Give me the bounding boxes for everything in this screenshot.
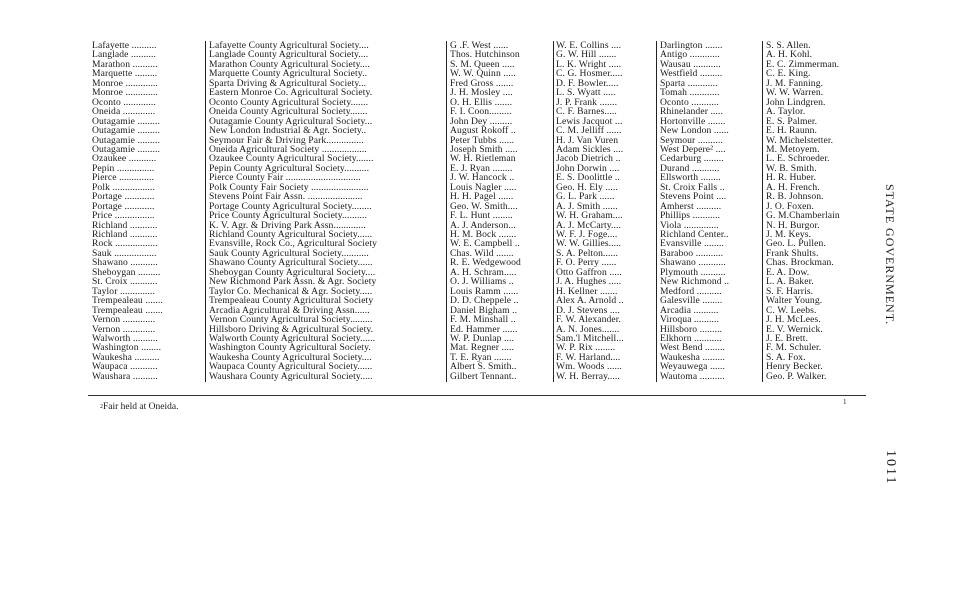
president-cell: J. H. Mosley .... — [450, 88, 513, 99]
secretary-cell: A. N. Jones....... — [556, 324, 620, 335]
treasurer-cell: John Lindgren. — [766, 97, 826, 108]
secretary-cell: H. J. Van Vuren — [556, 135, 619, 146]
secretary-cell: Adam Sickles .... — [556, 144, 624, 155]
treasurer-cell: Chas. Brockman. — [766, 258, 834, 269]
president-cell: H. M. Bock ....... — [450, 230, 517, 240]
fair-location-cell: Seymour .......... — [660, 135, 723, 146]
society-name-cell: Evansville, Rock Co., Agricultural Society — [209, 239, 378, 250]
treasurer-cell: E. V. Wernick. — [766, 324, 823, 335]
society-name-cell: Pepin County Agricultural Society.......... — [209, 163, 370, 174]
society-name-cell: Price County Agricultural Society.......... — [209, 211, 367, 222]
society-name-cell: Waupaca County Agricultural Society...... — [209, 362, 373, 373]
county-cell: Outagamie ......... — [92, 144, 160, 155]
county-cell: Vernon ............. — [92, 324, 156, 335]
society-name-cell: Oneida Agricultural Society .................. — [209, 144, 367, 155]
president-cell: John Dey ......... — [450, 116, 513, 127]
secretary-cell: Wm. Woods ...... — [556, 362, 622, 373]
secretary-cell: J. A. Hughes ..... — [556, 277, 622, 288]
secretary-cell: F. W. Alexander. — [556, 315, 622, 326]
treasurer-cell: N. H. Burgor. — [766, 220, 820, 231]
treasurer-cell: Frank Shults. — [766, 248, 819, 259]
treasurer-cell: C. W. Leebs. — [766, 305, 817, 316]
county-cell: Portage ............ — [92, 201, 155, 212]
treasurer-cell: S. A. Fox. — [766, 352, 806, 363]
treasurer-cell: E. H. Raunn. — [766, 126, 818, 137]
county-cell: Outagamie ......... — [92, 116, 160, 127]
president-cell: F. L. Hunt ........ — [450, 211, 513, 222]
treasurer-cell: C. E. King. — [766, 69, 811, 80]
running-head: STATE GOVERNMENT. — [883, 184, 897, 326]
treasurer-cell: J. M. Keys. — [766, 230, 812, 240]
society-name-cell: Shawano County Agricultural Society...... — [209, 258, 373, 269]
secretary-cell: L. S. Wyatt ..... — [556, 88, 616, 99]
fair-location-cell: New Richmond .. — [660, 277, 730, 288]
treasurer-cell: F. M. Schuler. — [766, 343, 822, 354]
fair-location-cell: Durand ........... — [660, 163, 720, 174]
treasurer-cell: W. Michelstetter. — [766, 135, 834, 146]
county-cell: Pierce .............. — [92, 173, 155, 184]
fair-location-cell: Oconto ........... — [660, 97, 719, 108]
president-cell: W. P. Dunlap .... — [450, 333, 514, 344]
secretary-cell: Lewis Jacquot ... — [556, 116, 623, 127]
president-cell: Louis Ramm ...... — [450, 286, 519, 297]
secretary-cell: W. E. Collins .... — [556, 41, 622, 51]
fair-location-cell: Westfield ......... — [660, 69, 723, 80]
president-cell: D. D. Cheppele .. — [450, 296, 519, 307]
president-cell: August Rokoff .. — [450, 126, 516, 137]
society-name-cell: Sheboygan County Agricultural Society.... — [209, 267, 376, 278]
county-cell: Vernon ............. — [92, 315, 156, 326]
treasurer-cell: J. E. Brett. — [766, 333, 808, 344]
county-cell: Marquette ......... — [92, 69, 158, 80]
president-cell: Geo. W. Smith.... — [450, 201, 518, 212]
secretary-cell: D. J. Stevens .... — [556, 305, 620, 316]
fair-location-cell: Antigo ............ — [660, 50, 720, 61]
president-cell: W. E. Campbell .. — [450, 239, 520, 250]
county-cell: Monroe ............. — [92, 78, 158, 89]
secretary-cell: W. W. Gillies..... — [556, 239, 622, 250]
society-name-cell: Washington County Agricultural Society. — [209, 343, 371, 354]
county-cell: Oconto ............. — [92, 97, 156, 108]
treasurer-cell: W. B. Smith. — [766, 163, 817, 174]
president-cell: W. H. Rietleman — [450, 154, 516, 165]
president-cell: T. E. Ryan ....... — [450, 352, 512, 363]
society-name-cell: Stevens Point Fair Assn. ...................... — [209, 192, 363, 203]
secretary-cell: A. J. McCarty.... — [556, 220, 622, 231]
county-cell: Sheboygan ......... — [92, 267, 161, 278]
president-cell: Louis Nagler ..... — [450, 182, 517, 193]
county-cell: Waupaca ........... — [92, 362, 158, 373]
county-cell: Marathon .......... — [92, 59, 158, 70]
secretary-cell: E. S. Doolittle .. — [556, 173, 620, 184]
secretary-cell: H. Kellner ....... — [556, 286, 618, 297]
president-cell: Thos. Hutchinson — [450, 50, 520, 61]
county-cell: Portage ............ — [92, 192, 155, 203]
society-name-cell: New London Industrial & Agr. Society.. — [209, 126, 367, 137]
fair-location-cell: Phillips ........... — [660, 211, 721, 222]
county-cell: Outagamie ......... — [92, 135, 160, 146]
treasurer-cell: L. A. Baker. — [766, 277, 814, 288]
table-row — [92, 372, 862, 382]
county-cell: Waukesha .......... — [92, 352, 160, 363]
treasurer-cell: L. E. Schroeder. — [766, 154, 830, 165]
county-cell: Trempealeau ....... — [92, 296, 163, 307]
fair-location-cell: Viroqua .......... — [660, 315, 720, 326]
secretary-cell: G. L. Park ...... — [556, 192, 615, 203]
page-number: 1011 — [883, 450, 898, 486]
fair-location-cell: Elkhorn ........... — [660, 333, 722, 344]
fair-location-cell: Weyauwega ...... — [660, 362, 726, 373]
treasurer-cell: J. M. Fanning. — [766, 78, 824, 89]
president-cell: Albert S. Smith.. — [450, 362, 517, 373]
secretary-cell: Otto Gaffron ..... — [556, 267, 622, 278]
treasurer-cell: M. Metoyem. — [766, 144, 820, 155]
secretary-cell: F. O. Perry ...... — [556, 258, 617, 269]
fair-location-cell: West Bend ........ — [660, 343, 725, 354]
society-name-cell: Marquette County Agricultural Society.. — [209, 69, 368, 80]
fair-location-cell: Richland Center.. — [660, 230, 729, 240]
fair-location-cell: Tomah ............ — [660, 88, 720, 99]
treasurer-cell: S. S. Allen. — [766, 41, 811, 51]
president-cell: Peter Tubbs ...... — [450, 135, 515, 146]
society-name-cell: Sauk County Agricultural Society........... — [209, 248, 369, 259]
footnote-marker: 2 — [100, 404, 103, 410]
president-cell: H. H. Pagel ...... — [450, 192, 514, 203]
fair-location-cell: Baraboo ........... — [660, 248, 724, 259]
treasurer-cell: A. H. Kohl. — [766, 50, 813, 61]
president-cell: Fred Gross ....... — [450, 78, 514, 89]
society-name-cell: Lafayette County Agricultural Society.... — [209, 41, 369, 51]
treasurer-cell: A. Taylor. — [766, 107, 806, 118]
society-name-cell: Taylor Co. Mechanical & Agr. Society..... — [209, 286, 373, 297]
fair-location-cell: Amherst .......... — [660, 201, 722, 212]
president-cell: Ed. Hammer ...... — [450, 324, 518, 335]
fair-societies-table — [92, 41, 862, 382]
secretary-cell: W. H. Berray..... — [556, 371, 620, 382]
treasurer-cell: Walter Young. — [766, 296, 823, 307]
fair-location-cell: St. Croix Falls .. — [660, 182, 725, 193]
society-name-cell: Arcadia Agricultural & Driving Assn...... — [209, 305, 370, 316]
treasurer-cell: W. W. Warren. — [766, 88, 824, 99]
fair-location-cell: Hortonville ....... — [660, 116, 726, 127]
county-cell: Langlade .......... — [92, 50, 156, 61]
society-name-cell: Outagamie County Agricultural Society... — [209, 116, 373, 127]
county-cell: Shawano ........... — [92, 258, 158, 269]
society-name-cell: Portage County Agricultural Society........ — [209, 201, 372, 212]
county-cell: Price ................ — [92, 211, 155, 222]
secretary-cell: W. F. J. Foge.... — [556, 230, 618, 240]
society-name-cell: Polk County Fair Society ....................... — [209, 182, 369, 193]
county-cell: Lafayette .......... — [92, 41, 157, 51]
secretary-cell: Sam.'l Mitchell... — [556, 333, 624, 344]
treasurer-cell: E. C. Zimmerman. — [766, 59, 840, 70]
treasurer-cell: Henry Becker. — [766, 362, 823, 373]
president-cell: Daniel Bigham .. — [450, 305, 518, 316]
president-cell: F. I. Coon......... — [450, 107, 512, 118]
society-name-cell: Waushara County Agricultural Society..... — [209, 371, 373, 382]
secretary-cell: L. K. Wright ..... — [556, 59, 622, 70]
society-name-cell: Seymour Fair & Driving Park............... — [209, 135, 364, 146]
county-cell: Polk ................. — [92, 182, 155, 193]
society-name-cell: Ozaukee County Agricultural Society....... — [209, 154, 374, 165]
society-name-cell: Waukesha County Agricultural Society.... — [209, 352, 372, 363]
fair-location-cell: Wautoma .......... — [660, 371, 725, 382]
society-name-cell: New Richmond Park Assn. & Agr. Society — [209, 277, 377, 288]
society-name-cell: Vernon County Agricultural Society......... — [209, 315, 373, 326]
fair-location-cell: Ellsworth ........ — [660, 173, 721, 184]
secretary-cell: F. W. Harland.... — [556, 352, 621, 363]
fair-location-cell: Wausau ........... — [660, 59, 721, 70]
president-cell: O. J. Williams .. — [450, 277, 514, 288]
president-cell: J. W. Hancock .. — [450, 173, 515, 184]
president-cell: R. E. Wedgewood — [450, 258, 521, 269]
treasurer-cell: E. A. Dow. — [766, 267, 810, 278]
secretary-cell: Geo. H. Ely ..... — [556, 182, 618, 193]
secretary-cell: C. F. Barnes..... — [556, 107, 617, 118]
secretary-cell: W. P. Rix ........ — [556, 343, 616, 354]
society-name-cell: Pierce County Fair .............................. — [209, 173, 361, 184]
county-cell: Trempealeau ....... — [92, 305, 163, 316]
fair-location-cell: Cedarburg ........ — [660, 154, 724, 165]
secretary-cell: G. W. Hill ....... — [556, 50, 617, 61]
fair-location-cell: Shawano ........... — [660, 258, 726, 269]
society-name-cell: Richland County Agricultural Society...... — [209, 230, 373, 240]
secretary-cell: John Dorwin .... — [556, 163, 620, 174]
fair-location-cell: Galesville ........ — [660, 296, 723, 307]
society-name-cell: K. V. Agr. & Driving Park Assn............. — [209, 220, 366, 231]
fair-location-cell: Plymouth .......... — [660, 267, 726, 278]
society-name-cell: Sparta Driving & Agricultural Society... — [209, 78, 367, 89]
society-name-cell: Marathon County Agricultural Society.... — [209, 59, 370, 70]
treasurer-cell: R. B. Johnson. — [766, 192, 824, 203]
secretary-cell: Jacob Dietrich .. — [556, 154, 621, 165]
president-cell: A. H. Schram..... — [450, 267, 517, 278]
footnote — [100, 402, 178, 413]
president-cell: F. M. Minshall .. — [450, 315, 516, 326]
county-cell: Walworth .......... — [92, 333, 158, 344]
society-name-cell: Hillsboro Driving & Agricultural Society. — [209, 324, 374, 335]
treasurer-cell: S. F. Harris. — [766, 286, 814, 297]
county-cell: Pepin ............... — [92, 163, 155, 174]
fair-location-cell: Rhinelander ..... — [660, 107, 723, 118]
society-name-cell: Trempealeau County Agricultural Society — [209, 296, 374, 307]
president-cell: S. M. Queen ..... — [450, 59, 515, 70]
county-cell: Ozaukee ........... — [92, 154, 157, 165]
fair-location-cell: Evansville ........ — [660, 239, 724, 250]
county-cell: St. Croix ........... — [92, 277, 158, 288]
secretary-cell: J. P. Frank ....... — [556, 97, 618, 108]
secretary-cell: A. J. Smith ...... — [556, 201, 618, 212]
secretary-cell: W. H. Graham.... — [556, 211, 623, 222]
county-cell: Waushara .......... — [92, 371, 158, 382]
president-cell: Chas. Wild ....... — [450, 248, 514, 259]
county-cell: Oneida ............. — [92, 107, 156, 118]
footnote-text: Fair held at Oneida. — [103, 402, 179, 412]
president-cell: Mat. Regner ..... — [450, 343, 515, 354]
president-cell: O. H. Ellis ....... — [450, 97, 513, 108]
fair-location-cell: Stevens Point .... — [660, 192, 727, 203]
secretary-cell: D. F. Bowler..... — [556, 78, 619, 89]
president-cell: G .F. West ...... — [450, 41, 509, 51]
county-cell: Richland ........... — [92, 230, 158, 240]
county-cell: Richland ........... — [92, 220, 158, 231]
county-cell: Washington ........ — [92, 343, 162, 354]
treasurer-cell: A. H. French. — [766, 182, 820, 193]
president-cell: Gilbert Tennant.. — [450, 371, 517, 382]
treasurer-cell: Geo. P. Walker. — [766, 371, 827, 382]
society-name-cell: Oneida County Agricultural Society....... — [209, 107, 368, 118]
society-name-cell: Walworth County Agricultural Society...... — [209, 333, 376, 344]
secretary-cell: C. G. Hosmer..... — [556, 69, 623, 80]
footnote-rule — [88, 395, 866, 396]
treasurer-cell: J. O. Foxen. — [766, 201, 814, 212]
president-cell: A. J. Anderson... — [450, 220, 516, 231]
fair-location-cell: West Depere² .... — [660, 144, 726, 155]
treasurer-cell: G. M.Chamberlain — [766, 211, 840, 222]
fair-location-cell: Viola .............. — [660, 220, 719, 231]
fair-location-cell: Hillsboro ......... — [660, 324, 723, 335]
treasurer-cell: E. S. Palmer. — [766, 116, 818, 127]
fair-location-cell: Sparta ............ — [660, 78, 718, 89]
society-name-cell: Oconto County Agricultural Society....... — [209, 97, 369, 108]
county-cell: Rock ................. — [92, 239, 158, 250]
county-cell: Taylor .............. — [92, 286, 155, 297]
president-cell: E. J. Ryan ........ — [450, 163, 513, 174]
fair-location-cell: Medford .......... — [660, 286, 722, 297]
fair-location-cell: New London ...... — [660, 126, 729, 137]
society-name-cell: Eastern Monroe Co. Agricultural Society. — [209, 88, 373, 99]
county-cell: Monroe ............. — [92, 88, 158, 99]
footer-mark: 1 — [843, 398, 847, 406]
secretary-cell: C. M. Jelliff ...... — [556, 126, 622, 137]
fair-location-cell: Waukesha ......... — [660, 352, 725, 363]
county-cell: Outagamie ......... — [92, 126, 160, 137]
treasurer-cell: J. H. McLees. — [766, 315, 821, 326]
fair-location-cell: Darlington ....... — [660, 41, 723, 51]
president-cell: Joseph Smith ..... — [450, 144, 518, 155]
treasurer-cell: Geo. L. Pullen. — [766, 239, 826, 250]
fair-location-cell: Arcadia .......... — [660, 305, 719, 316]
county-cell: Sauk ................. — [92, 248, 157, 259]
society-name-cell: Langlade County Agricultural Society.... — [209, 50, 369, 61]
president-cell: W. W. Quinn ..... — [450, 69, 516, 80]
secretary-cell: Alex A. Arnold .. — [556, 296, 624, 307]
secretary-cell: S. A. Pelton...... — [556, 248, 619, 259]
treasurer-cell: H. R. Huber. — [766, 173, 816, 184]
